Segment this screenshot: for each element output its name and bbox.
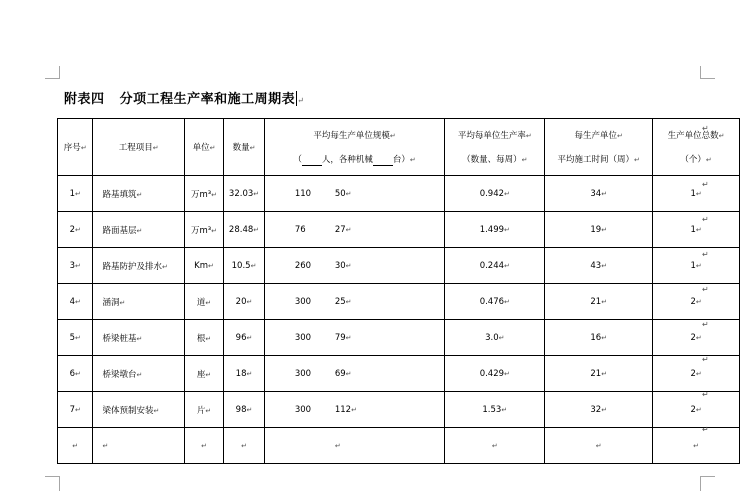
crop-mark-top-right bbox=[700, 66, 715, 79]
cell-unit[interactable]: 座↵ bbox=[184, 356, 223, 392]
cell-no[interactable]: 1↵ bbox=[58, 176, 93, 212]
header-unit[interactable]: 单位↵ bbox=[184, 119, 223, 176]
cell-rate[interactable]: 0.476↵ bbox=[445, 284, 545, 320]
cell-qty[interactable]: 20↵ bbox=[224, 284, 265, 320]
cell-qty[interactable]: 10.5↵ bbox=[224, 248, 265, 284]
cell-item[interactable]: 梁体预制安装↵ bbox=[93, 392, 184, 428]
cell-total[interactable]: 2↵ bbox=[653, 392, 740, 428]
table-row bbox=[58, 356, 740, 392]
row-end-mark: ↵ bbox=[702, 124, 709, 133]
table-row bbox=[58, 248, 740, 284]
header-row bbox=[58, 119, 740, 176]
cell-scale[interactable]: 110 50↵ bbox=[264, 176, 445, 212]
cell-rate[interactable]: 1.53↵ bbox=[445, 392, 545, 428]
header-no[interactable]: 序号↵ bbox=[58, 119, 93, 176]
crop-mark-top-left bbox=[45, 66, 60, 79]
table-row bbox=[58, 284, 740, 320]
cell-item[interactable]: 桥梁桩基↵ bbox=[93, 320, 184, 356]
cell-total[interactable]: 1↵ bbox=[653, 176, 740, 212]
cell-no[interactable]: 5↵ bbox=[58, 320, 93, 356]
row-end-mark: ↵ bbox=[702, 390, 709, 399]
row-end-mark: ↵ bbox=[702, 180, 709, 189]
table-title-text: 附表四 分项工程生产率和施工周期表 bbox=[64, 92, 296, 107]
cell-no[interactable]: 2↵ bbox=[58, 212, 93, 248]
row-end-mark: ↵ bbox=[702, 285, 709, 294]
cell-rate[interactable]: 3.0↵ bbox=[445, 320, 545, 356]
cell-qty[interactable]: 96↵ bbox=[224, 320, 265, 356]
cell-period[interactable]: 16↵ bbox=[545, 320, 653, 356]
cell-period[interactable]: 32↵ bbox=[545, 392, 653, 428]
cell-item[interactable]: 路基填筑↵ bbox=[93, 176, 184, 212]
cell-scale[interactable]: ↵ bbox=[264, 428, 445, 464]
header-rate[interactable]: 平均每单位生产率↵ （数量、每周）↵ bbox=[445, 119, 545, 176]
cell-item[interactable]: 涵洞↵ bbox=[93, 284, 184, 320]
cell-rate[interactable]: ↵ bbox=[445, 428, 545, 464]
cell-scale[interactable]: 300 112↵ bbox=[264, 392, 445, 428]
cell-total[interactable]: ↵ bbox=[653, 428, 740, 464]
crop-mark-bottom-right bbox=[700, 476, 715, 491]
productivity-table bbox=[57, 118, 740, 464]
cell-period[interactable]: 43↵ bbox=[545, 248, 653, 284]
cell-no[interactable]: 4↵ bbox=[58, 284, 93, 320]
cell-item[interactable]: 路基防护及排水↵ bbox=[93, 248, 184, 284]
cell-scale[interactable]: 300 25↵ bbox=[264, 284, 445, 320]
table-row bbox=[58, 212, 740, 248]
cell-qty[interactable]: 28.48↵ bbox=[224, 212, 265, 248]
cell-qty[interactable]: 32.03↵ bbox=[224, 176, 265, 212]
crop-mark-bottom-left bbox=[45, 476, 60, 491]
row-end-mark: ↵ bbox=[702, 250, 709, 259]
paragraph-mark: ↵ bbox=[297, 96, 305, 105]
cell-qty[interactable]: 98↵ bbox=[224, 392, 265, 428]
cell-unit[interactable]: 道↵ bbox=[184, 284, 223, 320]
header-item[interactable]: 工程项目↵ bbox=[93, 119, 184, 176]
cell-no[interactable]: 7↵ bbox=[58, 392, 93, 428]
cell-total[interactable]: 1↵ bbox=[653, 248, 740, 284]
cell-rate[interactable]: 0.429↵ bbox=[445, 356, 545, 392]
cell-period[interactable]: 21↵ bbox=[545, 284, 653, 320]
row-end-mark: ↵ bbox=[702, 320, 709, 329]
cell-unit[interactable]: 万m³↵ bbox=[184, 176, 223, 212]
row-end-mark: ↵ bbox=[702, 425, 709, 434]
cell-total[interactable]: 1↵ bbox=[653, 212, 740, 248]
cell-no[interactable]: ↵ bbox=[58, 428, 93, 464]
cell-unit[interactable]: 根↵ bbox=[184, 320, 223, 356]
cell-unit[interactable]: 片↵ bbox=[184, 392, 223, 428]
cell-rate[interactable]: 1.499↵ bbox=[445, 212, 545, 248]
cell-item[interactable]: ↵ bbox=[93, 428, 184, 464]
cell-scale[interactable]: 76 27↵ bbox=[264, 212, 445, 248]
cell-scale[interactable]: 300 69↵ bbox=[264, 356, 445, 392]
cell-no[interactable]: 3↵ bbox=[58, 248, 93, 284]
cell-scale[interactable]: 300 79↵ bbox=[264, 320, 445, 356]
table-row bbox=[58, 176, 740, 212]
cell-item[interactable]: 路面基层↵ bbox=[93, 212, 184, 248]
header-total[interactable]: 生产单位总数↵ （个）↵ bbox=[653, 119, 740, 176]
cell-qty[interactable]: 18↵ bbox=[224, 356, 265, 392]
table-row bbox=[58, 392, 740, 428]
cell-no[interactable]: 6↵ bbox=[58, 356, 93, 392]
cell-item[interactable]: 桥梁墩台↵ bbox=[93, 356, 184, 392]
header-qty[interactable]: 数量↵ bbox=[224, 119, 265, 176]
cell-rate[interactable]: 0.244↵ bbox=[445, 248, 545, 284]
cell-qty[interactable]: ↵ bbox=[224, 428, 265, 464]
cell-period[interactable]: 34↵ bbox=[545, 176, 653, 212]
header-period[interactable]: 每生产单位↵ 平均施工时间（周）↵ bbox=[545, 119, 653, 176]
table-row bbox=[58, 320, 740, 356]
table-title[interactable] bbox=[64, 88, 304, 107]
cell-unit[interactable]: Km↵ bbox=[184, 248, 223, 284]
cell-unit[interactable]: ↵ bbox=[184, 428, 223, 464]
cell-total[interactable]: 2↵ bbox=[653, 320, 740, 356]
cell-total[interactable]: 2↵ bbox=[653, 284, 740, 320]
cell-period[interactable]: 21↵ bbox=[545, 356, 653, 392]
cell-total[interactable]: 2↵ bbox=[653, 356, 740, 392]
cell-scale[interactable]: 260 30↵ bbox=[264, 248, 445, 284]
cell-unit[interactable]: 万m³↵ bbox=[184, 212, 223, 248]
table-row bbox=[58, 428, 740, 464]
row-end-mark: ↵ bbox=[702, 215, 709, 224]
cell-period[interactable]: ↵ bbox=[545, 428, 653, 464]
row-end-mark: ↵ bbox=[702, 355, 709, 364]
cell-rate[interactable]: 0.942↵ bbox=[445, 176, 545, 212]
header-scale[interactable]: 平均每生产单位规模↵ （ 人，各种机械 台）↵ bbox=[264, 119, 445, 176]
cell-period[interactable]: 19↵ bbox=[545, 212, 653, 248]
